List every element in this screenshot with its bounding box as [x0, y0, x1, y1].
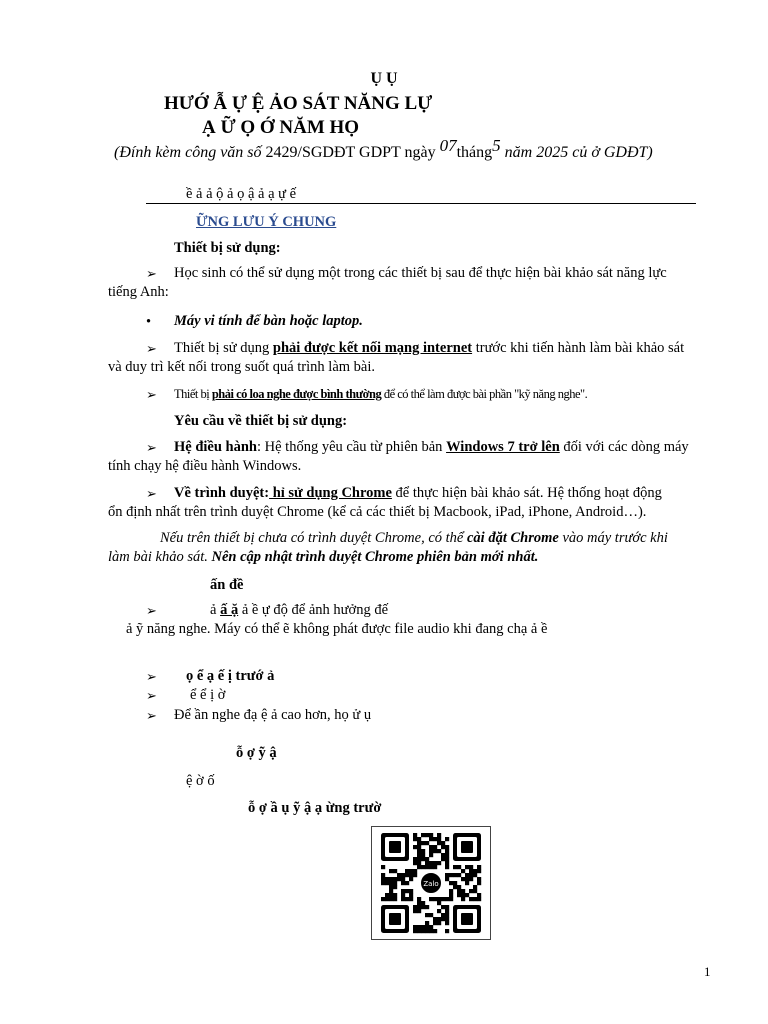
qr-module — [405, 869, 409, 873]
qr-module — [441, 917, 445, 921]
qr-module — [389, 881, 393, 885]
qr-module — [429, 837, 433, 841]
para-4-cont: tính chạy hệ điều hành Windows. — [108, 458, 302, 474]
subheading-requirements: Yêu cầu về thiết bị sử dụng: — [174, 413, 348, 429]
qr-module — [425, 861, 429, 865]
qr-module — [433, 917, 437, 921]
qr-module — [413, 833, 417, 837]
qr-module — [457, 893, 461, 897]
qr-module — [413, 837, 417, 841]
qr-module — [421, 925, 425, 929]
issue-line-2: ả ỹ năng nghe. Máy có thể ẽ không phát được file audio khi đang chạ ả ề — [126, 621, 548, 637]
qr-module — [389, 893, 393, 897]
qr-module — [449, 897, 453, 901]
toc-divider — [146, 203, 696, 204]
para-1-cont: tiếng Anh: — [108, 284, 169, 300]
qr-module — [417, 901, 421, 905]
qr-module — [441, 845, 445, 849]
qr-module — [417, 925, 421, 929]
qr-module — [397, 877, 401, 881]
qr-module — [477, 897, 481, 901]
doc-month: 5 — [492, 136, 501, 155]
qr-module — [445, 873, 449, 877]
qr-module — [417, 849, 421, 853]
qr-finder-core — [461, 841, 473, 853]
para-6-cont: làm bài khảo sát. Nên cập nhật trình duyệt Chrome phiên bản mới nhất. — [108, 549, 539, 565]
qr-module — [405, 881, 409, 885]
qr-module — [461, 877, 465, 881]
dot-item-1: Máy vi tính để bàn hoặc laptop. — [174, 313, 363, 329]
qr-module — [445, 845, 449, 849]
qr-module — [453, 885, 457, 889]
arrow-bullet-icon: ➢ — [146, 688, 157, 703]
qr-module — [389, 889, 393, 893]
qr-module — [461, 897, 465, 901]
qr-module — [473, 889, 477, 893]
qr-module — [477, 893, 481, 897]
qr-module — [469, 889, 473, 893]
qr-module — [421, 929, 425, 933]
qr-module — [381, 873, 385, 877]
para-5-cont: ổn định nhất trên trình duyệt Chrome (kể cả các thiết bị Macbook, iPad, iPhone, Android…). — [108, 504, 647, 520]
qr-module — [417, 897, 421, 901]
qr-module — [465, 865, 469, 869]
issue-line-1: ả ấ ặ ả ề ự độ để ảnh hưởng đế — [210, 602, 389, 618]
qr-module — [417, 845, 421, 849]
qr-module — [405, 897, 409, 901]
para-4: Hệ điều hành: Hệ thống yêu cầu từ phiên bản Windows 7 trở lên đối với các dòng máy — [174, 439, 689, 455]
arrow-bullet-icon: ➢ — [146, 669, 157, 684]
zalo-logo-text: Zalo — [423, 880, 439, 888]
qr-module — [473, 873, 477, 877]
qr-module — [425, 833, 429, 837]
qr-module — [445, 897, 449, 901]
qr-module — [433, 861, 437, 865]
qr-module — [413, 905, 417, 909]
qr-module — [429, 897, 433, 901]
qr-finder-core — [389, 841, 401, 853]
qr-module — [401, 873, 405, 877]
qr-module — [453, 881, 457, 885]
qr-module — [409, 897, 413, 901]
qr-module — [381, 881, 385, 885]
qr-module — [449, 893, 453, 897]
qr-module — [433, 929, 437, 933]
arrow-bullet-icon: ➢ — [146, 486, 157, 501]
arrow-bullet-icon: ➢ — [146, 387, 157, 402]
qr-module — [417, 853, 421, 857]
qr-module — [429, 833, 433, 837]
para-2-cont: và duy trì kết nối trong suốt quá trình làm bài. — [108, 359, 375, 375]
qr-module — [393, 869, 397, 873]
qr-module — [405, 889, 409, 893]
qr-module — [421, 849, 425, 853]
qr-module — [457, 873, 461, 877]
doc-number: 2429 — [265, 144, 298, 161]
qr-module — [401, 897, 405, 901]
toc-line: ề ả ả ộ ả ọ ậ ả ạ ự ế — [186, 186, 297, 202]
qr-module — [389, 897, 393, 901]
qr-module — [457, 885, 461, 889]
qr-module — [469, 873, 473, 877]
qr-module — [445, 921, 449, 925]
qr-module — [409, 873, 413, 877]
qr-module — [441, 853, 445, 857]
qr-module — [473, 885, 477, 889]
qr-module — [397, 873, 401, 877]
qr-module — [429, 861, 433, 865]
doc-title-line1: HƯỚ Ẫ Ự Ệ ẢO SÁT NĂNG LỰ — [164, 93, 433, 114]
arrow-bullet-icon: ➢ — [146, 708, 157, 723]
qr-module — [385, 897, 389, 901]
qr-module — [477, 877, 481, 881]
qr-module — [465, 873, 469, 877]
qr-module — [437, 849, 441, 853]
qr-module — [461, 893, 465, 897]
dot-bullet-icon: • — [146, 314, 152, 330]
qr-module — [465, 877, 469, 881]
qr-module — [421, 841, 425, 845]
qr-module — [413, 925, 417, 929]
qr-module — [425, 929, 429, 933]
arrow-bullet-icon: ➢ — [146, 341, 157, 356]
qr-module — [381, 897, 385, 901]
qr-module — [425, 905, 429, 909]
qr-module — [409, 889, 413, 893]
para-5: Về trình duyệt: hỉ sử dụng Chrome để thực hiện bài khảo sát. Hệ thống hoạt động — [174, 485, 662, 501]
qr-module — [425, 921, 429, 925]
qr-module — [401, 893, 405, 897]
qr-module — [429, 929, 433, 933]
qr-module — [477, 869, 481, 873]
qr-module — [421, 865, 425, 869]
qr-module — [433, 837, 437, 841]
qr-finder-core — [389, 913, 401, 925]
qr-module — [417, 929, 421, 933]
qr-module — [417, 909, 421, 913]
qr-module — [421, 857, 425, 861]
qr-module — [445, 837, 449, 841]
qr-module — [409, 869, 413, 873]
qr-module — [465, 881, 469, 885]
qr-module — [445, 929, 449, 933]
qr-module — [477, 881, 481, 885]
qr-module — [417, 861, 421, 865]
qr-module — [437, 837, 441, 841]
qr-module — [445, 861, 449, 865]
qr-code-icon — [372, 827, 490, 939]
qr-module — [445, 857, 449, 861]
qr-module — [477, 865, 481, 869]
para-3: Thiết bị phải có loa nghe được bình thường để có thể làm được bài phần "kỹ năng nghe". — [174, 387, 588, 401]
qr-module — [393, 881, 397, 885]
para-2: Thiết bị sử dụng phải được kết nối mạng internet trước khi tiến hành làm bài khảo sát — [174, 340, 685, 356]
qr-module — [425, 925, 429, 929]
qr-module — [417, 841, 421, 845]
qr-module — [465, 893, 469, 897]
qr-module — [421, 833, 425, 837]
qr-finder-core — [461, 913, 473, 925]
qr-module — [409, 893, 413, 897]
qr-module — [433, 865, 437, 869]
para-6: Nếu trên thiết bị chưa có trình duyệt Chrome, có thể cài đặt Chrome vào máy trước khi — [160, 530, 668, 546]
qr-module — [449, 873, 453, 877]
qr-module — [445, 909, 449, 913]
qr-module — [469, 865, 473, 869]
qr-module — [461, 889, 465, 893]
qr-module — [393, 885, 397, 889]
qr-module — [393, 893, 397, 897]
support-heading: ỗ ợ ỹ ậ — [236, 745, 277, 761]
qr-module — [429, 925, 433, 929]
qr-module — [453, 873, 457, 877]
qr-module — [437, 841, 441, 845]
qr-module — [445, 877, 449, 881]
qr-module — [473, 869, 477, 873]
qr-module — [457, 865, 461, 869]
qr-module — [441, 913, 445, 917]
qr-module — [437, 897, 441, 901]
qr-module — [429, 865, 433, 869]
qr-module — [437, 909, 441, 913]
qr-module — [393, 877, 397, 881]
qr-module — [429, 849, 433, 853]
qr-module — [421, 901, 425, 905]
qr-module — [445, 849, 449, 853]
qr-module — [433, 845, 437, 849]
qr-module — [425, 913, 429, 917]
doc-header-line1: Ụ Ụ — [370, 70, 398, 87]
qr-module — [413, 873, 417, 877]
arrow-bullet-icon: ➢ — [146, 603, 157, 618]
qr-module — [413, 929, 417, 933]
qr-module — [445, 917, 449, 921]
qr-module — [437, 833, 441, 837]
qr-module — [417, 837, 421, 841]
qr-module — [393, 897, 397, 901]
qr-module — [381, 877, 385, 881]
section2-title: ấn đề — [210, 577, 244, 593]
qr-module — [425, 841, 429, 845]
qr-module — [445, 905, 449, 909]
qr-module — [425, 857, 429, 861]
qr-module — [433, 921, 437, 925]
qr-module — [457, 889, 461, 893]
qr-module — [429, 913, 433, 917]
qr-module — [449, 881, 453, 885]
qr-module — [413, 857, 417, 861]
qr-module — [429, 853, 433, 857]
qr-module — [385, 881, 389, 885]
issue-bullet-3: Để ần nghe đạ ệ ả cao hơn, họ ử ụ — [174, 707, 372, 723]
qr-module — [385, 893, 389, 897]
qr-module — [437, 921, 441, 925]
qr-module — [441, 857, 445, 861]
qr-module — [405, 873, 409, 877]
qr-module — [417, 865, 421, 869]
qr-module — [469, 869, 473, 873]
qr-module — [445, 865, 449, 869]
qr-module — [409, 877, 413, 881]
support-time: ệ ờ ố — [186, 773, 215, 789]
qr-module — [413, 909, 417, 913]
qr-module — [401, 877, 405, 881]
doc-title-line2: Ạ Ữ Ọ Ớ NĂM HỌ — [202, 117, 360, 138]
qr-module — [413, 869, 417, 873]
qr-module — [437, 901, 441, 905]
qr-module — [445, 853, 449, 857]
qr-module — [437, 917, 441, 921]
qr-module — [389, 869, 393, 873]
qr-module — [389, 877, 393, 881]
qr-module — [421, 905, 425, 909]
qr-module — [449, 889, 453, 893]
qr-module — [445, 913, 449, 917]
qr-module — [469, 877, 473, 881]
qr-module — [417, 857, 421, 861]
qr-module — [425, 865, 429, 869]
arrow-bullet-icon: ➢ — [146, 266, 157, 281]
qr-module — [385, 877, 389, 881]
qr-module — [433, 849, 437, 853]
qr-module — [381, 865, 385, 869]
qr-module — [437, 861, 441, 865]
page-number: 1 — [704, 964, 711, 979]
qr-module — [421, 853, 425, 857]
qr-module — [441, 905, 445, 909]
issue-bullet-2: ể ể ị ờ — [190, 687, 226, 703]
arrow-bullet-icon: ➢ — [146, 440, 157, 455]
para-1: Học sinh có thể sử dụng một trong các thiết bị sau để thực hiện bài khảo sát năng lực — [174, 265, 667, 281]
qr-module — [469, 897, 473, 901]
doc-day: 07 — [439, 136, 457, 155]
subheading-devices: Thiết bị sử dụng: — [174, 240, 281, 256]
attachment-note: (Đính kèm công văn số 2429/SGDĐT GDPT ngày 07tháng5 năm 2025 củ ở GDĐT) — [114, 136, 653, 161]
issue-bullet-1: ọ ể ạ ế ị trướ ả — [186, 668, 275, 684]
qr-module — [433, 897, 437, 901]
qr-module — [441, 841, 445, 845]
qr-module — [413, 845, 417, 849]
qr-module — [461, 869, 465, 873]
support-group-heading: ỗ ợ ầ ụ ỹ ậ ạ ừng trườ — [248, 800, 382, 816]
qr-module — [417, 905, 421, 909]
qr-module — [473, 897, 477, 901]
qr-module — [413, 861, 417, 865]
qr-module — [401, 881, 405, 885]
zalo-qr-code — [371, 826, 491, 940]
section1-title: ỮNG LƯU Ý CHUNG — [196, 214, 337, 230]
qr-module — [441, 897, 445, 901]
qr-module — [429, 845, 433, 849]
qr-module — [389, 885, 393, 889]
qr-module — [401, 889, 405, 893]
qr-module — [453, 865, 457, 869]
